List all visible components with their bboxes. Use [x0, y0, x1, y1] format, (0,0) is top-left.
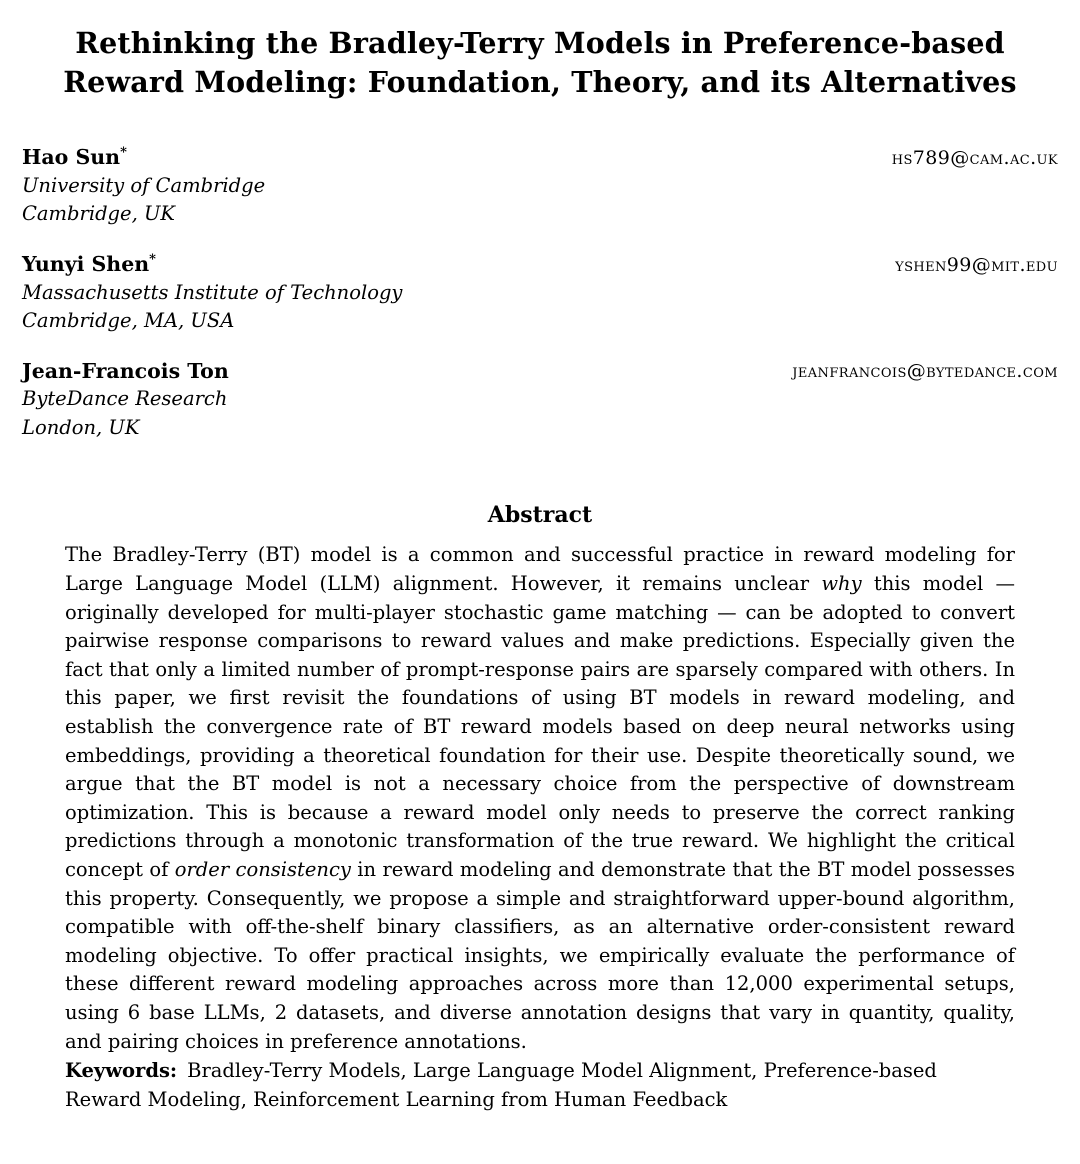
author-name [22, 352, 229, 386]
abstract-text: The Bradley-Terry (BT) model is a common and successful practice in reward modeling for Large Language Model (LLM) alignment. However, it remains unclear why this model — originally developed for multi-player stochastic game matching — can be adopted to convert pairwise response comparisons to reward values and make predictions. Especially given the fact that only a limited number of prompt-response pairs are sparsely compared with others. In this paper, we first revisit the foundations of using BT models in reward modeling, and establish the convergence rate of BT reward models based on deep neural networks using embeddings, providing a theoretical foundation for their use. Despite theoretically sound, we argue that the BT model is not a necessary choice from the perspective of downstream optimization. This is because a reward model only needs to preserve the correct ranking predictions through a monotonic transformation of the true reward. We highlight the critical concept of order consistency in reward modeling and demonstrate that the BT model possesses this property. Consequently, we propose a simple and straightforward upper-bound algorithm, compatible with off-the-shelf binary classifiers, as an alternative order-consistent reward modeling objective. To offer practical insights, we empirically evaluate the performance of these different reward modeling approaches across more than 12,000 experimental setups, using 6 base LLMs, 2 datasets, and diverse annotation designs that vary in quantity, quality, and pairing choices in preference annotations. [65, 543, 1015, 1053]
keywords-line [65, 1057, 1015, 1114]
author-email: hs789@cam.ac.uk [891, 146, 1058, 169]
author-entry-1 [22, 138, 1058, 229]
author-name-text: Hao Sun [22, 144, 121, 169]
author-name-line [22, 352, 1058, 386]
keywords-text: Bradley-Terry Models, Large Language Model Alignment, Preference-based Reward Modeling, Reinforcement Learning from Human Feedback [65, 1059, 937, 1111]
keywords-label: Keywords: [65, 1059, 178, 1083]
author-footnote-marker: * [120, 145, 127, 160]
author-email: jeanfrancois@bytedance.com [792, 360, 1058, 383]
author-name-line [22, 245, 1058, 279]
author-name-line [22, 138, 1058, 172]
abstract-heading: Abstract [487, 502, 593, 529]
author-location: Cambridge, MA, USA [22, 309, 235, 333]
author-email: yshen99@mit.edu [895, 253, 1058, 276]
author-name-text: Jean-Francois Ton [22, 358, 229, 383]
paper-title-line-2: Reward Modeling: Foundation, Theory, and its Alternatives [63, 65, 1017, 99]
author-name-text: Yunyi Shen [22, 251, 150, 276]
paper-title-line-1: Rethinking the Bradley-Terry Models in Preference-based [75, 26, 1005, 60]
author-name [22, 245, 156, 279]
author-name [22, 138, 127, 172]
author-location: Cambridge, UK [22, 202, 175, 226]
paper-title [22, 24, 1058, 102]
author-footnote-marker: * [149, 251, 156, 267]
author-entry-3 [22, 352, 1058, 443]
author-affiliation: ByteDance Research [22, 387, 228, 411]
author-location: London, UK [22, 415, 140, 439]
author-block [22, 138, 1058, 442]
author-entry-2 [22, 245, 1058, 336]
author-affiliation: Massachusetts Institute of Technology [22, 280, 403, 304]
abstract-section [22, 502, 1058, 1114]
author-affiliation: University of Cambridge [22, 173, 266, 197]
